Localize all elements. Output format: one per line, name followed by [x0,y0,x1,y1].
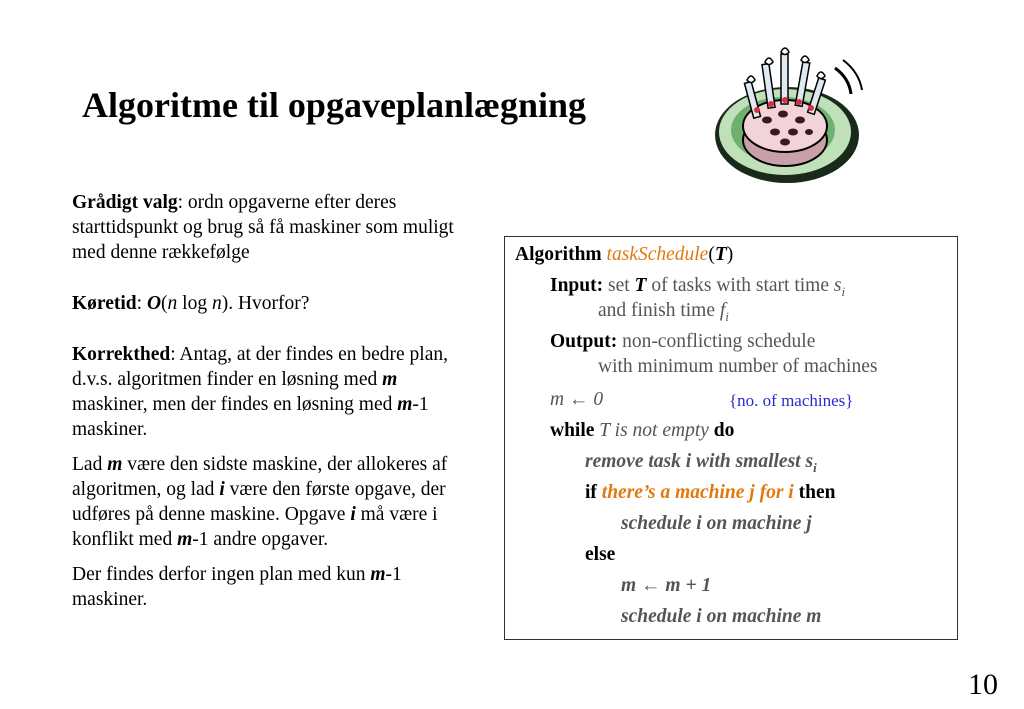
term-running-time: Køretid [72,293,137,314]
algorithm-remove: remove task i with smallest $s_i$ [585,451,817,475]
conclusion-paragraph: Der findes derfor ingen plan med kun m-1 maskiner. [72,564,402,610]
algorithm-if: if there’s a machine j for i then [585,482,836,503]
algorithm-else-stmt-1: m ← m + 1 [621,575,712,596]
running-time-paragraph: Køretid: O(n log n). Hvorfor? [72,293,310,314]
algorithm-output-cont: with minimum number of machines [598,356,878,377]
algorithm-comment: {no. of machines} [729,391,854,410]
algorithm-input-cont: and finish time $f_i$ [598,300,729,324]
algorithm-name: taskSchedule [606,244,709,265]
cake-with-candles-icon [705,40,870,190]
algorithm-while: while T is not empty do [550,420,735,441]
algorithm-box [504,236,958,640]
algorithm-output: Output: non-conflicting schedule [550,331,816,352]
page-number: 10 [968,668,998,701]
proof-paragraph: Lad m være den sidste maskine, der allokeres af algoritmen, og lad i være den første opgave, der udføres på denne maskine. Opgave i må være i konflikt med m-1 andre opgaver. [72,454,448,550]
correctness-paragraph: Korrekthed: Antag, at der findes en bedre plan, d.v.s. algoritmen finder en løsning med m maskiner, men der findes en løsning med m-1 maskiner. [72,344,448,440]
explanation-text [72,190,472,612]
algorithm-header: Algorithm taskSchedule(T) [515,244,734,265]
term-correctness: Korrekthed [72,344,171,365]
algorithm-else-stmt-2: schedule i on machine m [621,606,822,627]
algorithm-input: Input: set T of tasks with start time $s_i$ [550,275,846,299]
algorithm-else: else [585,544,616,565]
greedy-choice-paragraph: Grådigt valg: ordn opgaverne efter deres starttidspunkt og brug så få maskiner som muligt med denne rækkefølge [72,192,454,263]
algorithm-init: m ← 0 [550,389,604,410]
algorithm-then-stmt: schedule i on machine j [621,513,812,534]
term-greedy-choice: Grådigt valg [72,192,178,213]
slide-title: Algoritme til opgaveplanlægning [82,85,587,125]
